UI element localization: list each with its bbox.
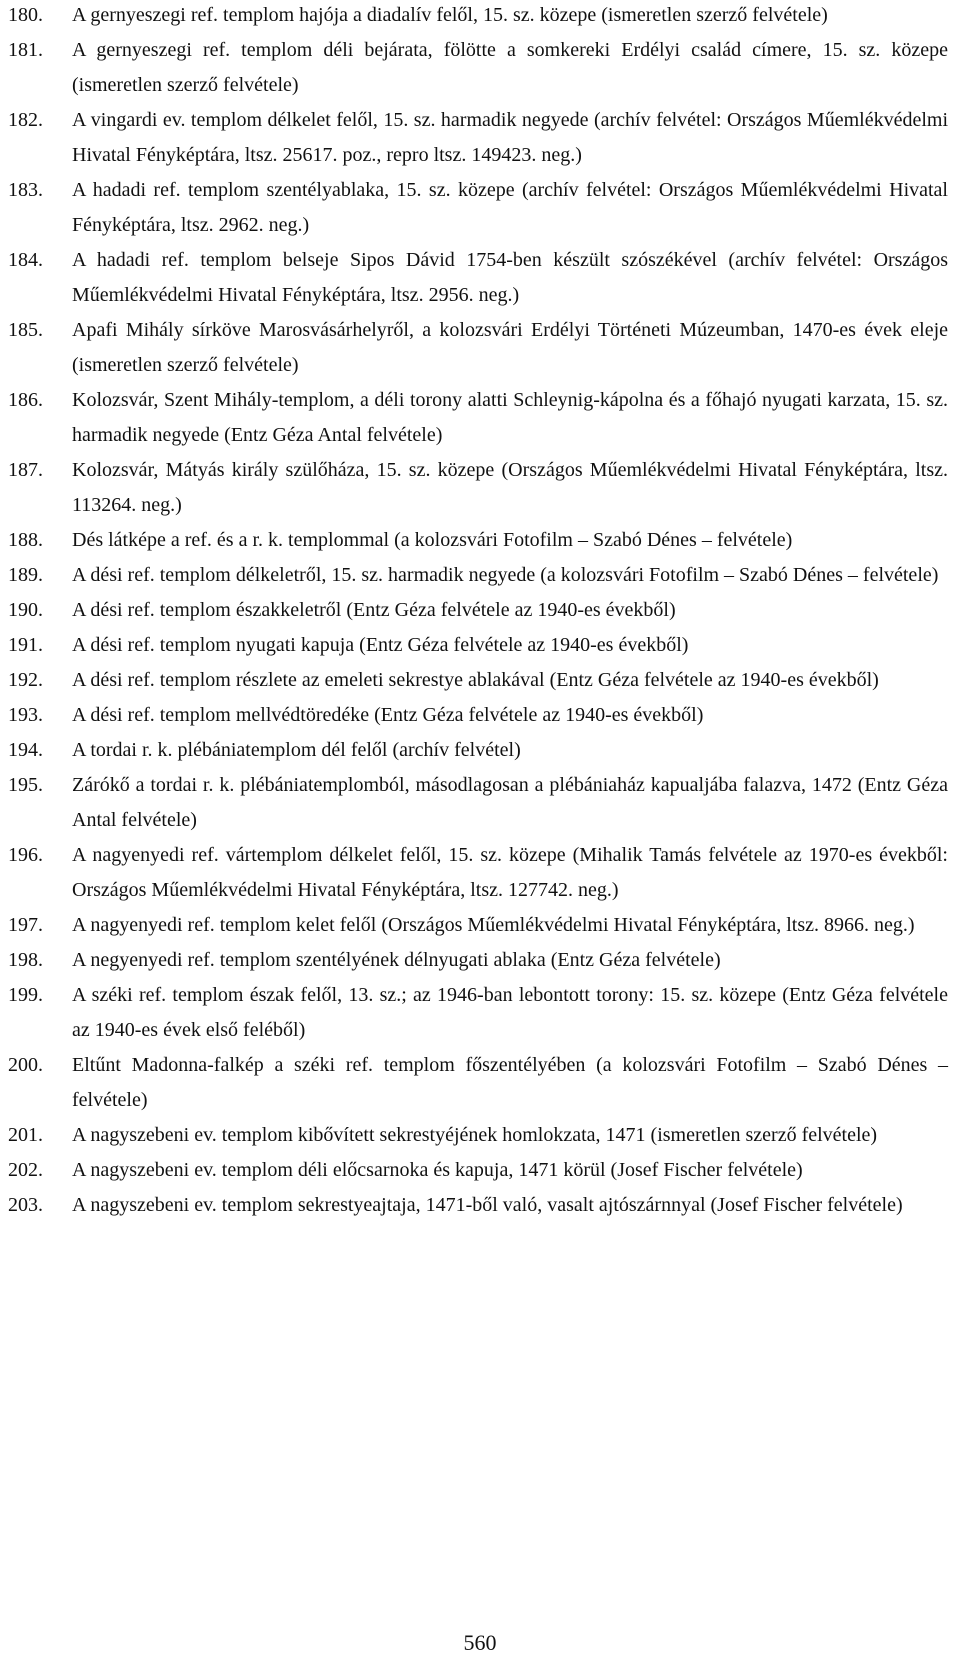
caption-entry — [8, 383, 948, 453]
caption-entry — [8, 943, 948, 978]
entry-number: 193. — [8, 704, 43, 726]
caption-entry — [8, 173, 948, 243]
entry-number: 203. — [8, 1194, 43, 1216]
entry-number: 181. — [8, 39, 43, 61]
entry-number: 200. — [8, 1054, 43, 1076]
entry-text: Zárókő a tordai r. k. plébániatemplomból, másodlagosan a plébániaház kapualjába falazva, 1472 (Entz Géza Antal felvétele) — [72, 774, 948, 831]
entry-number: 188. — [8, 529, 43, 551]
entry-number: 189. — [8, 564, 43, 586]
entry-number: 182. — [8, 109, 43, 131]
entry-number: 191. — [8, 634, 43, 656]
entry-text: Kolozsvár, Szent Mihály-templom, a déli torony alatti Schleynig-kápolna és a főhajó nyugati karzata, 15. sz. harmadik negyede (Entz Géza Antal felvétele) — [72, 389, 948, 446]
caption-entry — [8, 523, 948, 558]
entry-text: A nagyszebeni ev. templom déli előcsarnoka és kapuja, 1471 körül (Josef Fischer felvétele) — [72, 1159, 803, 1181]
entry-number: 199. — [8, 984, 43, 1006]
caption-entry — [8, 628, 948, 663]
caption-entry — [8, 768, 948, 838]
entry-number: 180. — [8, 4, 43, 26]
caption-entry — [8, 313, 948, 383]
entry-text: A dési ref. templom délkeletről, 15. sz. harmadik negyede (a kolozsvári Fotofilm – Szabó Dénes – felvétele) — [72, 564, 939, 586]
entry-text: A hadadi ref. templom szentélyablaka, 15. sz. közepe (archív felvétel: Országos Műemlékvédelmi Hivatal Fényképtára, ltsz. 2962. neg.) — [72, 179, 948, 236]
entry-number: 198. — [8, 949, 43, 971]
entry-text: Dés látképe a ref. és a r. k. templommal (a kolozsvári Fotofilm – Szabó Dénes – felvétele) — [72, 529, 793, 551]
entry-number: 183. — [8, 179, 43, 201]
caption-entry — [8, 103, 948, 173]
entry-text: A dési ref. templom részlete az emeleti sekrestye ablakával (Entz Géza felvétele az 1940-es évekből) — [72, 669, 879, 691]
entry-text: A nagyszebeni ev. templom kibővített sekrestyéjének homlokzata, 1471 (ismeretlen szerző felvétele) — [72, 1124, 878, 1146]
caption-entry — [8, 558, 948, 593]
entry-number: 202. — [8, 1159, 43, 1181]
entry-text: Apafi Mihály sírköve Marosvásárhelyről, a kolozsvári Erdélyi Történeti Múzeumban, 1470-es évek eleje (ismeretlen szerző felvétele) — [72, 319, 948, 376]
entry-text: A negyenyedi ref. templom szentélyének délnyugati ablaka (Entz Géza felvétele) — [72, 949, 721, 971]
entry-number: 197. — [8, 914, 43, 936]
entry-text: A hadadi ref. templom belseje Sipos Dávid 1754-ben készült szószékével (archív felvétel: Országos Műemlékvédelmi Hivatal Fényképtára, ltsz. 2956. neg.) — [72, 249, 948, 306]
entry-text: A gernyeszegi ref. templom hajója a diadalív felől, 15. sz. közepe (ismeretlen szerző felvétele) — [72, 4, 828, 26]
entry-number: 184. — [8, 249, 43, 271]
entry-text: A nagyenyedi ref. templom kelet felől (Országos Műemlékvédelmi Hivatal Fényképtára, ltsz. 8966. neg.) — [72, 914, 915, 936]
entry-number: 192. — [8, 669, 43, 691]
entry-number: 190. — [8, 599, 43, 621]
entry-text: A dési ref. templom északkeletről (Entz Géza felvétele az 1940-es évekből) — [72, 599, 676, 621]
caption-entry — [8, 453, 948, 523]
entry-text: A nagyszebeni ev. templom sekrestyeajtaja, 1471-ből való, vasalt ajtószárnnyal (Josef Fischer felvétele) — [72, 1194, 903, 1216]
entry-text: Kolozsvár, Mátyás király szülőháza, 15. sz. közepe (Országos Műemlékvédelmi Hivatal Fényképtára, ltsz. 113264. neg.) — [72, 459, 948, 516]
caption-entry — [8, 908, 948, 943]
entry-text: A gernyeszegi ref. templom déli bejárata, fölötte a somkereki Erdélyi család címere, 15. sz. közepe (ismeretlen szerző felvétele) — [72, 39, 948, 96]
entry-number: 195. — [8, 774, 43, 796]
caption-entry — [8, 0, 948, 33]
caption-entry — [8, 1153, 948, 1188]
entry-text: A dési ref. templom nyugati kapuja (Entz Géza felvétele az 1940-es évekből) — [72, 634, 689, 656]
caption-entry — [8, 978, 948, 1048]
entry-text: Eltűnt Madonna-falkép a széki ref. templom főszentélyében (a kolozsvári Fotofilm – Szabó Dénes – felvétele) — [72, 1054, 948, 1111]
entry-number: 201. — [8, 1124, 43, 1146]
entry-number: 187. — [8, 459, 43, 481]
caption-entry — [8, 663, 948, 698]
entry-number: 194. — [8, 739, 43, 761]
entry-text: A tordai r. k. plébániatemplom dél felől (archív felvétel) — [72, 739, 521, 761]
caption-entry — [8, 243, 948, 313]
entry-number: 186. — [8, 389, 43, 411]
caption-entry — [8, 733, 948, 768]
caption-entry — [8, 1048, 948, 1118]
caption-list — [8, 0, 948, 1223]
entry-text: A dési ref. templom mellvédtöredéke (Entz Géza felvétele az 1940-es évekből) — [72, 704, 704, 726]
caption-entry — [8, 1188, 948, 1223]
caption-entry — [8, 838, 948, 908]
entry-text: A nagyenyedi ref. vártemplom délkelet felől, 15. sz. közepe (Mihalik Tamás felvétele az 1970-es évekből: Országos Műemlékvédelmi Hivatal Fényképtára, ltsz. 127742. neg.) — [72, 844, 948, 901]
caption-entry — [8, 593, 948, 628]
entry-number: 196. — [8, 844, 43, 866]
caption-entry — [8, 1118, 948, 1153]
caption-entry — [8, 698, 948, 733]
entry-text: A széki ref. templom észak felől, 13. sz.; az 1946-ban lebontott torony: 15. sz. közepe (Entz Géza felvétele az 1940-es évek első feléből) — [72, 984, 948, 1041]
entry-text: A vingardi ev. templom délkelet felől, 15. sz. harmadik negyede (archív felvétel: Országos Műemlékvédelmi Hivatal Fényképtára, ltsz. 25617. poz., repro ltsz. 149423. neg.) — [72, 109, 948, 166]
entry-number: 185. — [8, 319, 43, 341]
page-number: 560 — [463, 1630, 497, 1655]
caption-entry — [8, 33, 948, 103]
